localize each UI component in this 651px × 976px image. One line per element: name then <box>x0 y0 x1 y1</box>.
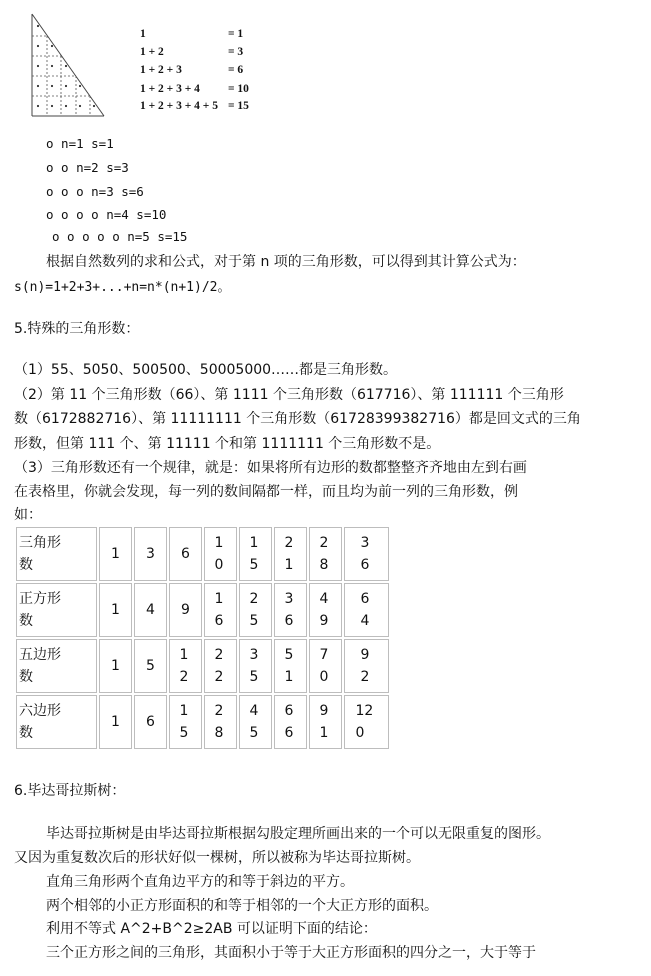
sum-expr: 1 <box>140 28 146 40</box>
cell-value: 1 <box>111 602 120 618</box>
cell-value: 4 5 <box>249 703 259 741</box>
row-label-line: 五边形 <box>19 647 61 663</box>
cell-value: 1 <box>111 546 120 562</box>
sum-result: = 3 <box>228 46 244 58</box>
cell-value: 1 6 <box>214 591 224 629</box>
table-cell <box>344 527 389 581</box>
row-label-line: 数 <box>19 613 33 629</box>
cell-value: 7 0 <box>319 647 329 685</box>
cell-value: 5 <box>146 658 155 674</box>
series-line: o o o n=3 s=6 <box>46 184 144 199</box>
cell-value: 3 <box>146 546 155 562</box>
sum-result: = 10 <box>228 83 249 95</box>
formula-intro: 根据自然数列的求和公式，对于第 n 项的三角形数，可以得到其计算公式为： <box>46 254 526 270</box>
table-row <box>16 639 389 693</box>
series-line: o n=1 s=1 <box>46 136 114 151</box>
cell-value: 1 <box>111 658 120 674</box>
cell-value: 5 1 <box>284 647 294 685</box>
section-6-paragraph-1-line: 又因为重复数次后的形状好似一棵树，所以被称为毕达哥拉斯树。 <box>14 850 420 866</box>
section-5-paragraph-2-line: 形数，但第 111 个、第 11111 个和第 1111111 个三角形数不是。 <box>14 436 441 452</box>
cell-value: 2 1 <box>284 535 294 573</box>
section-6-paragraph-2: 直角三角形两个直角边平方的和等于斜边的平方。 <box>46 874 354 890</box>
table-cell <box>309 583 342 637</box>
table-cell <box>274 639 307 693</box>
table-cell <box>99 583 132 637</box>
table-cell <box>169 527 202 581</box>
row-label <box>16 639 97 693</box>
table-cell <box>134 639 167 693</box>
polygonal-numbers-table <box>14 525 391 751</box>
sum-expr: 1 + 2 + 3 <box>140 64 182 76</box>
table-cell <box>309 695 342 749</box>
cell-value: 2 8 <box>214 703 224 741</box>
sum-expr: 1 + 2 <box>140 46 164 58</box>
table-cell <box>274 695 307 749</box>
cell-value: 4 <box>146 602 155 618</box>
table-cell <box>169 639 202 693</box>
cell-value: 2 2 <box>214 647 224 685</box>
table-cell <box>274 583 307 637</box>
section-6-paragraph-5: 三个正方形之间的三角形，其面积小于等于大正方形面积的四分之一，大于等于 <box>46 945 536 961</box>
cell-value: 9 2 <box>360 647 370 685</box>
table-cell <box>239 583 272 637</box>
section-6-paragraph-4: 利用不等式 A^2+B^2≥2AB 可以证明下面的结论： <box>46 921 377 937</box>
sum-result: = 6 <box>228 64 244 76</box>
cell-value: 4 9 <box>319 591 329 629</box>
sum-expr: 1 + 2 + 3 + 4 + 5 <box>140 100 218 112</box>
table-cell <box>204 639 237 693</box>
sum-result: = 15 <box>228 100 249 112</box>
cell-value: 3 5 <box>249 647 259 685</box>
cell-value: 1 5 <box>179 703 189 741</box>
cell-value: 3 6 <box>284 591 294 629</box>
section-6-paragraph-1-line: 毕达哥拉斯树是由毕达哥拉斯根据勾股定理所画出来的一个可以无限重复的图形。 <box>46 826 550 842</box>
row-label-line: 正方形 <box>19 591 61 607</box>
table-cell <box>169 583 202 637</box>
section-6-heading: 6.毕达哥拉斯树： <box>14 783 126 799</box>
table-cell <box>309 639 342 693</box>
dotted-triangle-figure <box>30 12 108 120</box>
table-row <box>16 527 389 581</box>
table-cell <box>309 527 342 581</box>
cell-value: 6 <box>146 714 155 730</box>
table-cell <box>134 583 167 637</box>
table-cell <box>239 527 272 581</box>
table-cell <box>99 639 132 693</box>
table-cell <box>239 639 272 693</box>
section-5-paragraph-1: （1）55、5050、500500、50005000……都是三角形数。 <box>14 362 398 378</box>
cell-value: 9 <box>181 602 190 618</box>
table-cell <box>99 695 132 749</box>
table-row <box>16 583 389 637</box>
formula: s(n)=1+2+3+...+n=n*(n+1)/2。 <box>14 280 231 295</box>
table-cell <box>344 639 389 693</box>
section-6-paragraph-3: 两个相邻的小正方形面积的和等于相邻的一个大正方形的面积。 <box>46 898 438 914</box>
series-line: o o o o o n=5 s=15 <box>52 229 188 244</box>
table-cell <box>169 695 202 749</box>
section-5-paragraph-3-line: （3）三角形数还有一个规律，就是：如果将所有边形的数都整整齐齐地由左到右画 <box>14 460 527 476</box>
table-cell <box>344 583 389 637</box>
table-cell <box>344 695 389 749</box>
row-label <box>16 583 97 637</box>
row-label <box>16 695 97 749</box>
cell-value: 3 6 <box>360 535 370 573</box>
section-5-paragraph-3-line: 在表格里，你就会发现，每一列的数间隔都一样，而且均为前一列的三角形数，例 <box>14 484 518 500</box>
cell-value: 9 1 <box>319 703 329 741</box>
table-cell <box>134 527 167 581</box>
cell-value: 2 5 <box>249 591 259 629</box>
table-cell <box>99 527 132 581</box>
row-label-line: 六边形 <box>19 703 61 719</box>
table-cell <box>134 695 167 749</box>
row-label-line: 数 <box>19 557 33 573</box>
section-5-paragraph-2-line: 数（6172882716）、第 11111111 个三角形数（61728399382716）都是回文式的三角 <box>14 411 581 427</box>
cell-value: 12 0 <box>355 703 374 741</box>
row-label-line: 数 <box>19 725 33 741</box>
row-label <box>16 527 97 581</box>
series-line: o o o o n=4 s=10 <box>46 207 167 222</box>
row-label-line: 三角形 <box>19 535 61 551</box>
sum-expr: 1 + 2 + 3 + 4 <box>140 83 200 95</box>
series-line: o o n=2 s=3 <box>46 160 129 175</box>
cell-value: 6 <box>181 546 190 562</box>
table-cell <box>204 527 237 581</box>
cell-value: 1 2 <box>179 647 189 685</box>
cell-value: 1 <box>111 714 120 730</box>
section-5-paragraph-2-line: （2）第 11 个三角形数（66）、第 1111 个三角形数（617716）、第 111111 个三角形 <box>14 387 564 403</box>
cell-value: 2 8 <box>319 535 329 573</box>
cell-value: 1 5 <box>249 535 259 573</box>
table-cell <box>204 583 237 637</box>
table-cell <box>274 527 307 581</box>
table-row <box>16 695 389 749</box>
sum-result: = 1 <box>228 28 244 40</box>
cell-value: 6 4 <box>360 591 370 629</box>
table-cell <box>239 695 272 749</box>
cell-value: 6 6 <box>284 703 294 741</box>
table-cell <box>204 695 237 749</box>
row-label-line: 数 <box>19 669 33 685</box>
section-5-heading: 5.特殊的三角形数： <box>14 321 140 337</box>
cell-value: 1 0 <box>214 535 224 573</box>
section-5-paragraph-3-line: 如： <box>14 507 42 523</box>
